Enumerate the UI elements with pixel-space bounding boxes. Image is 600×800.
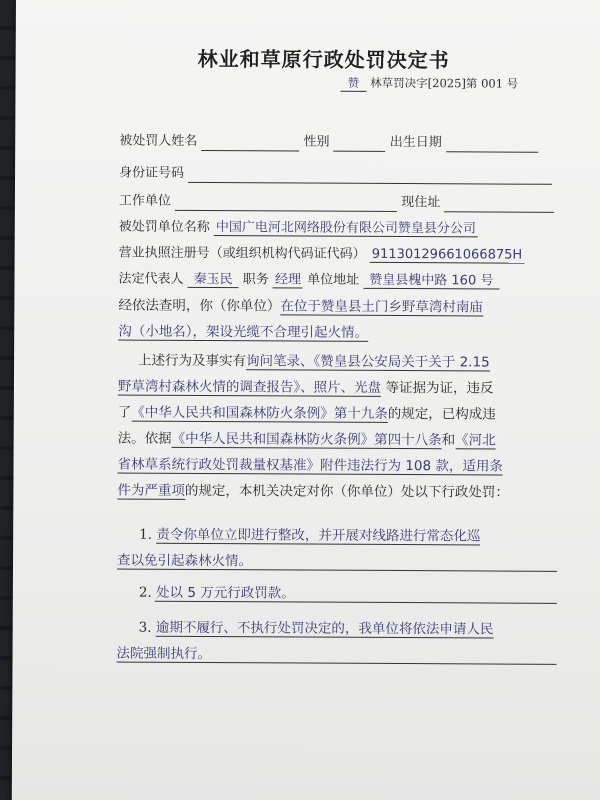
- doc-number-text: 林草罚决字[2025]第 001 号: [370, 75, 519, 91]
- dob-blank: [446, 135, 538, 152]
- investigation-lead: 经依法查明，你（你单位）: [118, 297, 281, 315]
- facts-line-5: [117, 452, 557, 481]
- license-value: 91130129661066875H: [370, 247, 524, 264]
- row-license: [119, 245, 525, 265]
- facts-evidence-2: 野草湾村森林火情的调查报告》、照片、光盘: [117, 378, 382, 396]
- unit-value: 中国广电河北网络股份有限公司赞皇县分公司: [214, 220, 478, 237]
- facts-evidence-1: 询问笔录、《赞皇县公安局关于关于 2.15: [246, 353, 490, 371]
- facts-violated: 《中华人民共和国森林防火条例》第十九条: [131, 404, 388, 422]
- facts-line-2: [118, 374, 558, 403]
- penalty-3-num: 3.: [138, 619, 152, 636]
- doc-number-county: 赞: [340, 75, 366, 92]
- facts-paragraph: [118, 348, 558, 377]
- id-label: 身份证号码: [119, 165, 185, 181]
- license-label: 营业执照注册号（或组织机构代码证代码）: [118, 245, 366, 262]
- rep-label: 法定代表人: [118, 271, 184, 287]
- unit-addr-value: 赞皇县槐中路 160 号: [363, 273, 499, 290]
- row-id-number: [119, 165, 552, 185]
- document-title: 林业和草原行政处罚决定书: [197, 46, 450, 73]
- address-label: 现住址: [401, 195, 441, 211]
- gender-blank: [334, 135, 386, 152]
- facts-basis-2a: 《河北: [455, 432, 496, 449]
- penalty-3: [139, 615, 559, 643]
- penalty-1-line2: 查以免引起森林火情。: [116, 552, 253, 570]
- document-number: [340, 75, 518, 93]
- unit-addr-label: 单位地址: [307, 272, 360, 288]
- name-label: 被处罚人姓名: [119, 133, 198, 149]
- id-blank: [188, 166, 552, 185]
- facts-text4: 法。依据: [117, 430, 172, 447]
- penalty-decision-document: [12, 0, 600, 797]
- facts-lead: 上述行为及事实有: [138, 352, 247, 370]
- penalty-3-line2: 法院强制执行。: [116, 645, 212, 663]
- name-blank: [201, 134, 299, 152]
- workplace-blank: [175, 194, 397, 212]
- workplace-label: 工作单位: [118, 193, 171, 209]
- penalty-1: [139, 522, 559, 550]
- gender-label: 性别: [303, 134, 330, 150]
- row-workplace-address: [119, 193, 555, 213]
- penalty-2: [139, 580, 559, 608]
- address-blank: [444, 195, 554, 213]
- position-value: 经理: [273, 272, 303, 288]
- facts-text-end: 的规定，本机关决定对你（你单位）处以下行政处罚：: [184, 482, 509, 501]
- investigation-fill-1: 在位于赞皇县土门乡野草湾村南庙: [280, 298, 483, 316]
- investigation-paragraph: [118, 293, 558, 348]
- facts-after-evidence: 等证据为证，违反: [381, 379, 494, 397]
- dob-label: 出生日期: [389, 134, 442, 151]
- facts-line-6: [117, 478, 557, 507]
- facts-text3-pre: 了: [117, 404, 132, 421]
- position-label: 职务: [242, 272, 269, 288]
- paper-sheet: [12, 0, 600, 800]
- row-name-gender-dob: [119, 133, 538, 153]
- facts-text4-mid: 和: [441, 432, 456, 449]
- facts-line-3: [118, 400, 558, 429]
- penalty-3-cont: [116, 641, 562, 669]
- penalty-3-line1: 逾期不履行、不执行处罚决定的，我单位将依法申请人民: [155, 619, 494, 638]
- facts-basis-1: 《中华人民共和国森林防火条例》第四十八条: [171, 430, 442, 449]
- row-unit-name: [119, 219, 478, 239]
- facts-line-4: [118, 426, 558, 455]
- unit-label: 被处罚单位名称: [118, 219, 210, 236]
- penalty-1-cont: [117, 548, 563, 576]
- facts-basis-2b: 省林草系统行政处罚裁量权基准》附件违法行为 108 款，适用条: [117, 456, 503, 475]
- penalty-1-line1: 责令你单位立即进行整改，并开展对线路进行常态化巡: [156, 526, 481, 545]
- penalty-1-num: 1.: [139, 526, 153, 543]
- penalty-2-num: 2.: [138, 584, 152, 601]
- rep-value: 秦玉民: [188, 272, 239, 288]
- row-representative: [118, 271, 499, 291]
- investigation-fill-2: 沟（小地名），架设光缆不合理引起火情。: [118, 323, 369, 342]
- facts-basis-2c: 件为严重项: [117, 482, 185, 499]
- penalty-2-line1: 处以 5 万元行政罚款。: [156, 584, 295, 602]
- facts-text3-post: 的规定，已构成违: [387, 405, 496, 423]
